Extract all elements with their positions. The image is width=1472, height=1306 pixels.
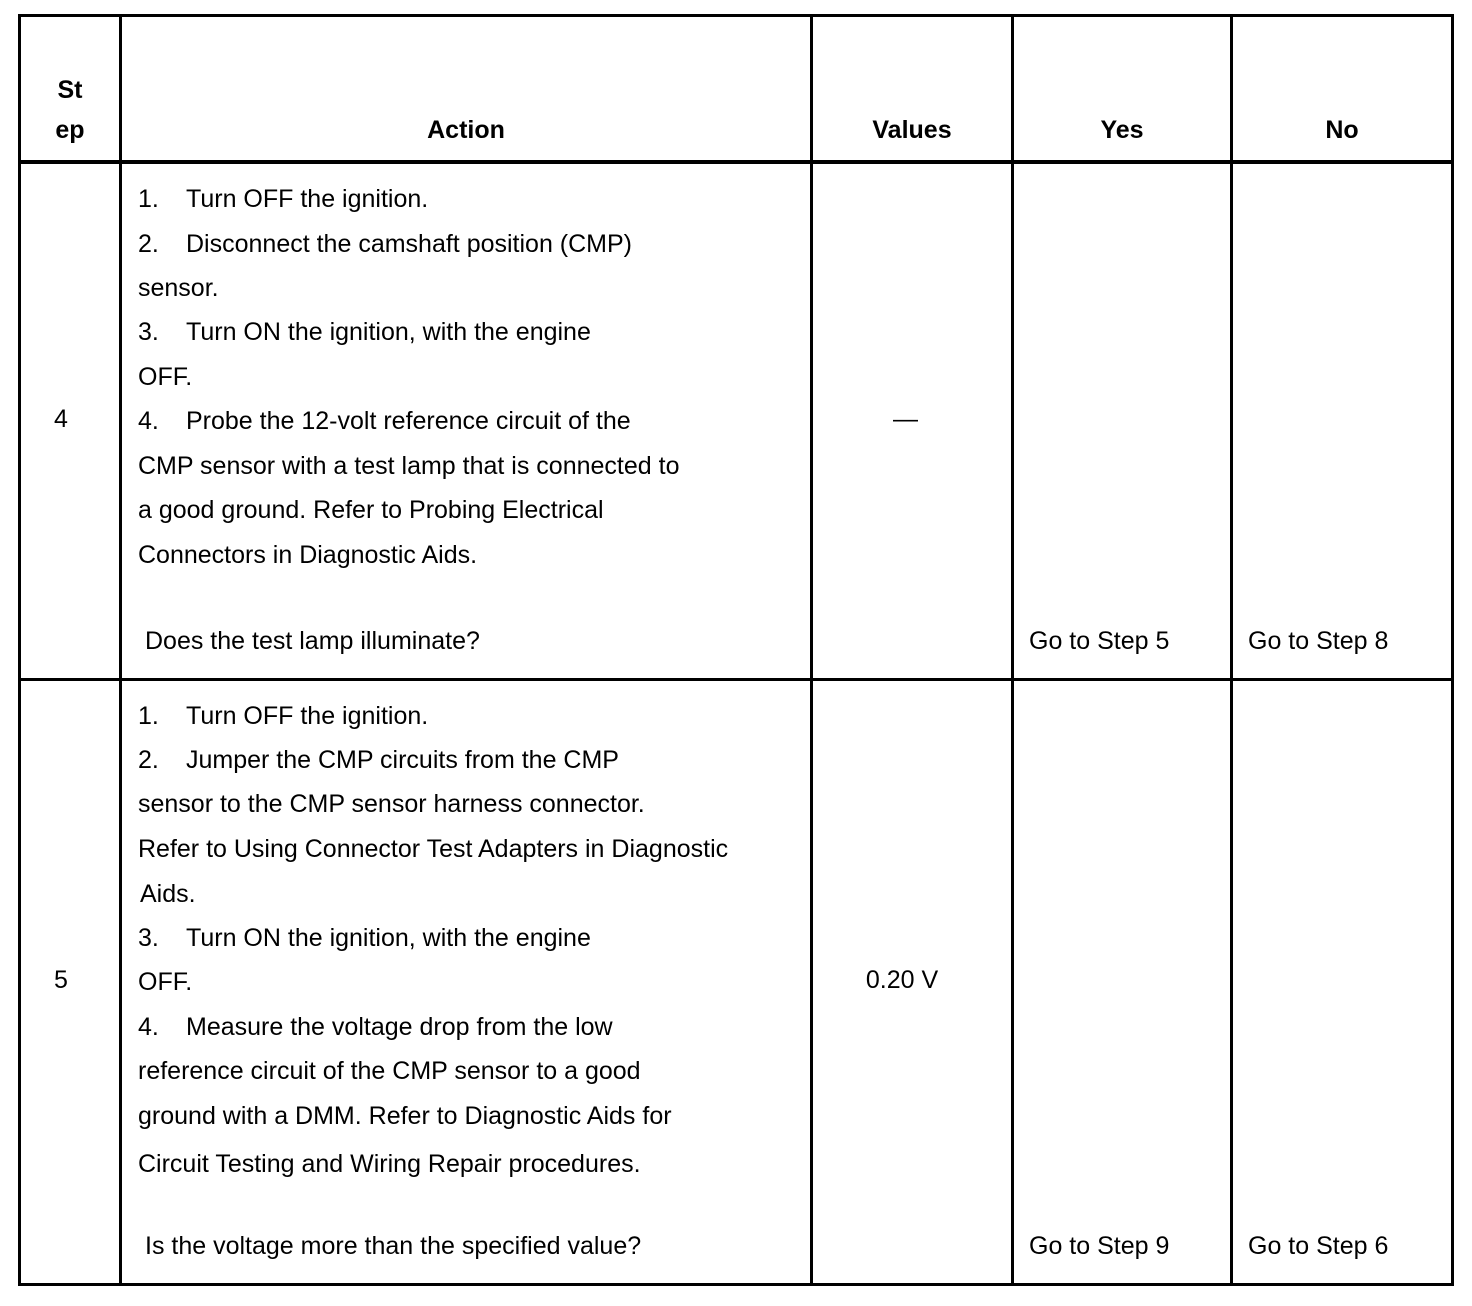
row5-action-line-7: OFF. [138,968,193,996]
row4-action-line-4 [138,318,591,347]
row4-action-line-1 [138,185,428,214]
row4-action-line-4-num: 3. [138,318,159,346]
row5-action-line-6-num: 3. [138,924,159,952]
row5-action-line-5: Aids. [140,880,196,908]
header-values: Values [872,116,952,144]
row5-yes: Go to Step 9 [1029,1232,1170,1260]
row4-yes: Go to Step 5 [1029,627,1170,655]
header-action: Action [427,116,505,144]
row5-action-line-6 [138,924,591,953]
row5-action-line-1 [138,702,428,731]
row5-action-line-2 [138,746,619,775]
row5-action-line-3: sensor to the CMP sensor harness connector. [138,790,645,818]
row-divider [18,678,1454,681]
row4-action-line-6-text: Probe the 12-volt reference circuit of the [186,407,631,435]
row5-step: 5 [54,966,68,994]
row4-no: Go to Step 8 [1248,627,1389,655]
column-divider-yes [1230,14,1233,1286]
table-border-right [1451,14,1454,1286]
table-border-top [18,14,1454,17]
row5-action-line-9: reference circuit of the CMP sensor to a good [138,1057,641,1085]
row4-value: — [893,405,918,433]
header-step-line-1: St [57,76,83,104]
row4-action-line-8: a good ground. Refer to Probing Electrical [138,496,604,524]
row4-question: Does the test lamp illuminate? [145,627,480,655]
row5-action-line-8 [138,1013,613,1042]
row5-value: 0.20 V [865,966,939,994]
header-step [21,70,119,150]
row5-action-line-4: Refer to Using Connector Test Adapters in Diagnostic [138,835,729,863]
table-border-left [18,14,21,1286]
row4-action-line-7: CMP sensor with a test lamp that is connected to [138,452,680,480]
column-divider-values [1011,14,1014,1286]
row4-action-line-2-text: Disconnect the camshaft position (CMP) [186,230,633,258]
table-border-bottom [18,1283,1454,1286]
column-divider-step [119,14,122,1286]
row4-action-line-9: Connectors in Diagnostic Aids. [138,541,478,569]
row4-action-line-5: OFF. [138,363,193,391]
row5-action-line-2-text: Jumper the CMP circuits from the CMP [186,746,619,774]
header-divider [18,160,1454,164]
row5-action-line-1-text: Turn OFF the ignition. [186,702,429,730]
header-step-line-2: ep [55,116,85,144]
row5-action-line-1-num: 1. [138,702,159,730]
row5-action-line-11: Circuit Testing and Wiring Repair procedures. [138,1150,641,1178]
header-yes: Yes [1100,116,1144,144]
row4-action-line-6 [138,407,631,436]
row5-action-line-8-text: Measure the voltage drop from the low [186,1013,613,1041]
row5-action-line-8-num: 4. [138,1013,159,1041]
row4-action-line-2-num: 2. [138,230,159,258]
row5-question: Is the voltage more than the specified value? [145,1232,642,1260]
row5-action-line-6-text: Turn ON the ignition, with the engine [186,924,591,952]
row4-action-line-3: sensor. [138,274,219,302]
row4-action-line-1-text: Turn OFF the ignition. [186,185,429,213]
header-no: No [1325,116,1359,144]
row4-step: 4 [54,405,68,433]
row4-action-line-4-text: Turn ON the ignition, with the engine [186,318,591,346]
row5-action-line-10: ground with a DMM. Refer to Diagnostic Aids for [138,1102,672,1130]
column-divider-action [810,14,813,1286]
row5-action-line-2-num: 2. [138,746,159,774]
row5-no: Go to Step 6 [1248,1232,1389,1260]
row4-action-line-2 [138,230,632,259]
row4-action-line-6-num: 4. [138,407,159,435]
row4-action-line-1-num: 1. [138,185,159,213]
